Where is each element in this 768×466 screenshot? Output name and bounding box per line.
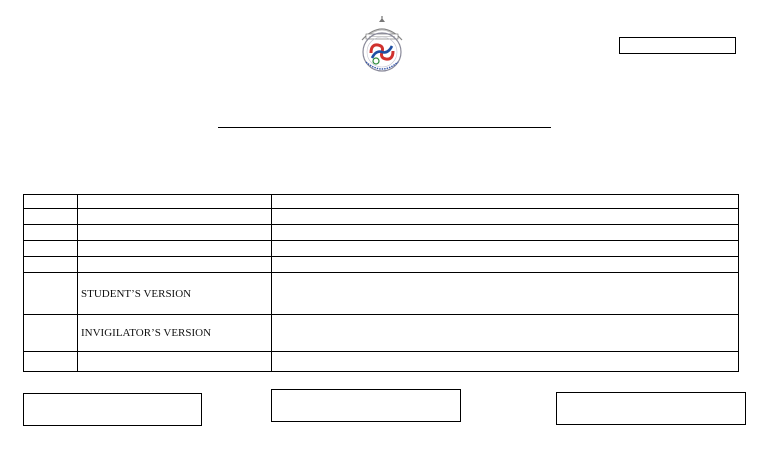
title-underline — [218, 127, 551, 128]
row-number-cell — [24, 225, 78, 241]
row-number-cell — [24, 352, 78, 372]
row-value-cell[interactable] — [272, 315, 739, 352]
row-label-cell: STUDENT’S VERSION — [78, 273, 272, 315]
table-row — [24, 225, 739, 241]
row-label-cell — [78, 195, 272, 209]
table-row — [24, 273, 739, 315]
row-value-cell[interactable] — [272, 257, 739, 273]
footer-center-box[interactable] — [271, 389, 461, 422]
details-table — [23, 194, 739, 372]
row-number-cell — [24, 209, 78, 225]
row-number-cell — [24, 195, 78, 209]
row-number-cell — [24, 273, 78, 315]
row-value-cell[interactable] — [272, 195, 739, 209]
table-row — [24, 315, 739, 352]
row-label-cell — [78, 257, 272, 273]
institution-seal-icon — [354, 14, 410, 76]
row-number-cell — [24, 315, 78, 352]
table-row — [24, 209, 739, 225]
table-row — [24, 195, 739, 209]
row-label-cell — [78, 209, 272, 225]
row-value-cell[interactable] — [272, 352, 739, 372]
row-value-cell[interactable] — [272, 273, 739, 315]
table-row — [24, 257, 739, 273]
footer-right-box[interactable] — [556, 392, 746, 425]
row-value-cell[interactable] — [272, 209, 739, 225]
row-label-cell — [78, 352, 272, 372]
row-label-cell — [78, 225, 272, 241]
table-row — [24, 241, 739, 257]
row-label-cell — [78, 241, 272, 257]
row-value-cell[interactable] — [272, 225, 739, 241]
reference-number-box[interactable] — [619, 37, 736, 54]
footer-left-box[interactable] — [23, 393, 202, 426]
row-value-cell[interactable] — [272, 241, 739, 257]
row-label-cell: INVIGILATOR’S VERSION — [78, 315, 272, 352]
row-number-cell — [24, 257, 78, 273]
row-number-cell — [24, 241, 78, 257]
table-row — [24, 352, 739, 372]
